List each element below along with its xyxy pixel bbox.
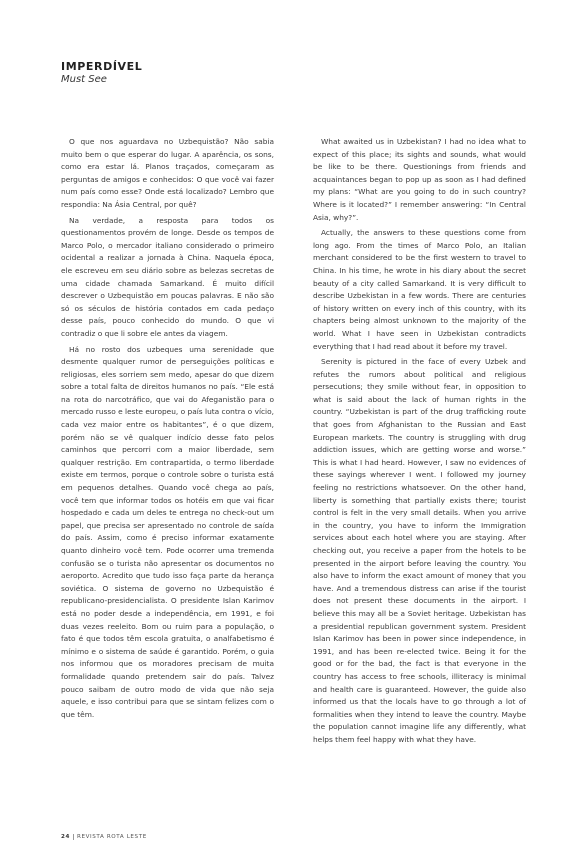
paragraph: Actually, the answers to these questions come from long ago. From the times of Marco Polo, an Italian merchant considered to be the first western to travel to China. In his time, he wrote in his diary about the secret beauty of a city called Samarkand. It is very difficult to describe Uzbekistan in a few words. There are centuries of history written on every inch of this country, with its chapters being almost unknown to the majority of the world. What I have seen in Uzbekistan contradicts everything that I had read about it before my travel. <box>313 228 526 351</box>
section-title: IMPERDÍVEL <box>61 60 143 73</box>
paragraph: Há no rosto dos uzbeques uma serenidade que desmente qualquer rumor de perseguições políticas e religiosas, eles sorriem sem medo, apesar do que dizem sobre a total falta de direitos humanos no país. “Ele está na rota do narcotráfico, que vai do Afeganistão para o mercado russo e leste europeu, o país luta contra o vício, cada vez maior entre os habitantes”, é o que dizem, porém não se vê qualquer indício desse fato pelos caminhos que percorri com a maior liberdade, sem qualquer restrição. Em contrapartida, o termo liberdade existe em termos, porque o controle sobre o turista está em pequenos detalhes. Quando você chega ao país, você tem que informar todos os hotéis em que vai ficar hospedado e cada um deles te entrega no check-out um papel, que precisa ser apresentado no controle de saída do país. Assim, como é preciso informar exatamente quanto dinheiro você tem. Pode ocorrer uma tremenda confusão se o turista não apresentar os documentos no aeroporto. Acredito que tudo isso faça parte da herança soviética. O sistema de governo no Uzbequistão é republicano-presidencialista. O presidente Islan Karimov está no poder desde a independência, em 1991, e foi duas vezes reeleito. Bom ou ruim para a população, o fato é que todos têm escola gratuita, o analfabetismo é mínimo e o sistema de saúde é garantido. Porém, o guia nos informou que os moradores precisam de muita formalidade quando pretendem sair do país. Talvez pouco saibam de outro modo de vida que não seja aquele, e isso contribui para que se sintam felizes com o que têm. <box>61 344 274 719</box>
page-number: 24 <box>61 834 70 840</box>
portuguese-column <box>61 136 274 724</box>
paragraph: Na verdade, a resposta para todos os questionamentos provém de longe. Desde os tempos de Marco Polo, o mercador italiano considerado o primeiro ocidental a realizar a jornada à China. Naquela época, ele escreveu em seu diário sobre as belezas secretas de uma cidade chamada Samarkand. É muito difícil descrever o Uzbequistão em poucas palavras. E não são só os séculos de história contados em cada pedaço desse país, pouco conhecido do mundo. O que vi contradiz o que li sobre ele antes da viagem. <box>61 215 274 338</box>
section-subtitle: Must See <box>61 74 107 85</box>
paragraph: What awaited us in Uzbekistan? I had no idea what to expect of this place; its sights and sounds, what would be like to be there. Questionings from friends and acquaintances began to pop up as soon as I had defined my plans: “What are you going to do in such country? Where is it located?” I remember answering: “In Central Asia, why?”. <box>313 137 526 222</box>
publication-name: REVISTA ROTA LESTE <box>76 834 147 840</box>
footer-divider <box>73 834 74 840</box>
section-header <box>61 60 142 86</box>
english-column <box>313 136 526 750</box>
paragraph: Serenity is pictured in the face of every Uzbek and refutes the rumors about political and religious persecutions; they smile without fear, in opposition to what is said about the lack of human rights in the country. “Uzbekistan is part of the drug trafficking route that goes from Afghanistan to the Russian and East European markets. The country is struggling with drug addiction issues, which are getting worse and worse.” This is what I had heard. However, I saw no evidences of these sayings wherever I went. I followed my journey feeling no restrictions whatsoever. On the other hand, liberty is something that partially exists there; tourist control is felt in the very small details. When you arrive in the country, you have to inform the Immigration services about each hotel where you are staying. After checking out, you receive a paper from the hotels to be presented in the airport before leaving the country. You also have to inform the exact amount of money that you have. And a tremendous distress can arise if the tourist does not present these documents in the airport. I believe this may all be a Soviet heritage. Uzbekistan has a presidential republican government system. President Islan Karimov has been in power since independence, in 1991, and has been re-elected twice. Being it for the good or for the bad, the fact is that everyone in the country has access to free schools, illiteracy is minimal and health care is guaranteed. However, the guide also informed us that the locals have to go through a lot of formalities when they intend to leave the country. Maybe the population cannot imagine life any differently, what helps them feel happy with what they have. <box>313 357 526 744</box>
page-footer <box>61 834 147 840</box>
paragraph: O que nos aguardava no Uzbequistão? Não sabia muito bem o que esperar do lugar. A aparência, os sons, como era estar lá. Planos traçados, começaram as perguntas de amigos e conhecidos: O que você vai fazer num país como esse? Onde está localizado? Lembro que respondia: Na Ásia Central, por quê? <box>61 137 274 209</box>
